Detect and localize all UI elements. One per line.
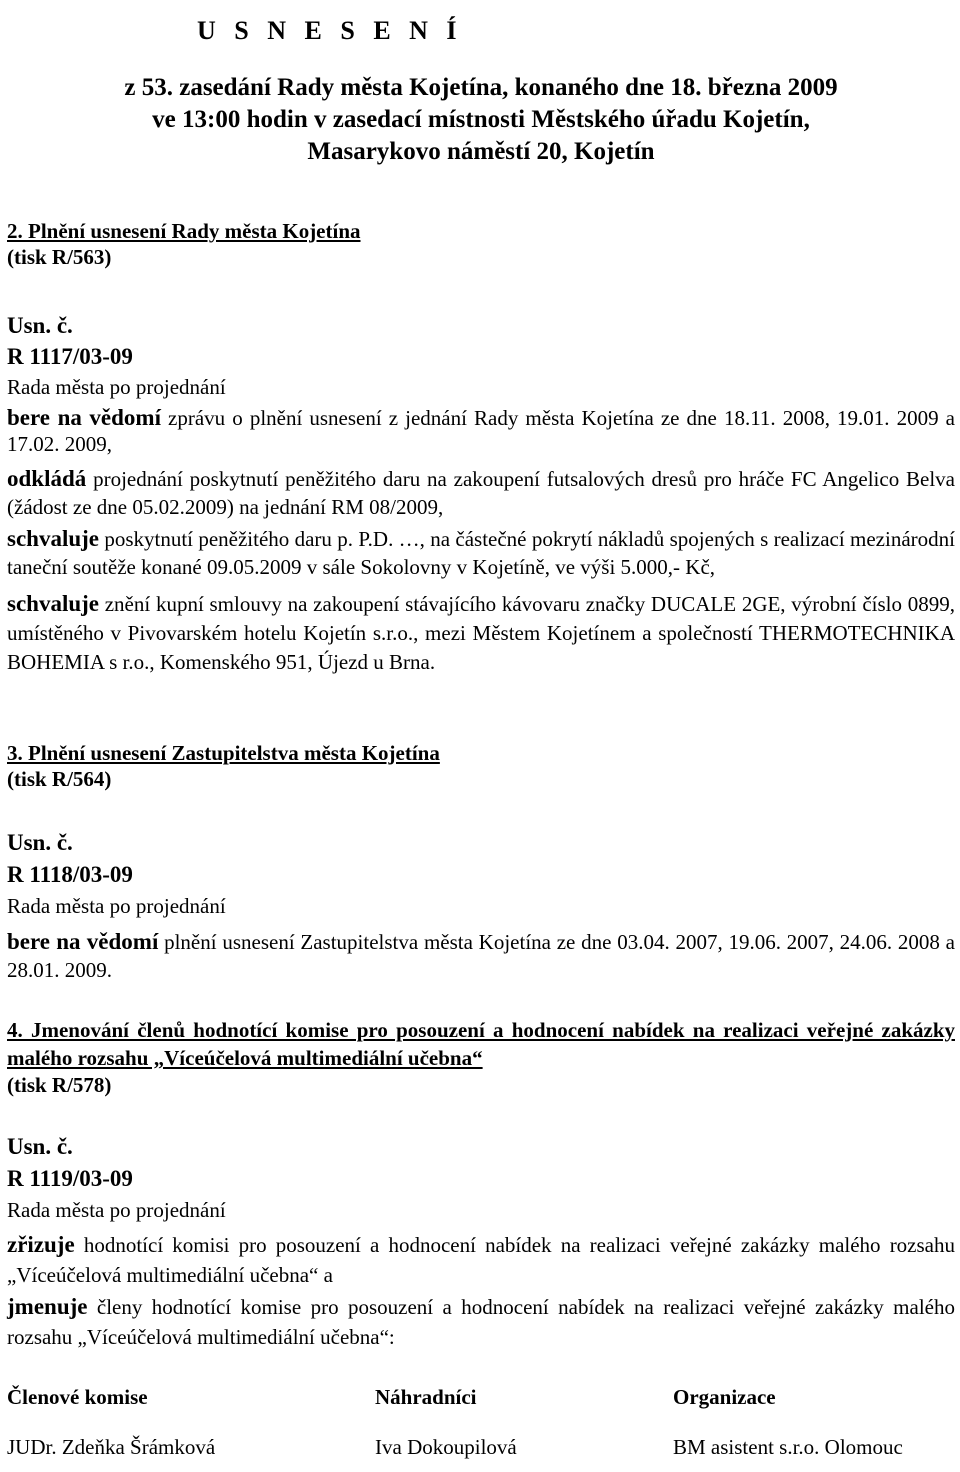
verb-label: schvaluje (7, 591, 99, 616)
resolution-1119 (7, 1132, 955, 1352)
meeting-line: Masarykovo náměstí 20, Kojetín (307, 138, 655, 165)
table-header-cell: Organizace (673, 1385, 776, 1409)
table-cell: JUDr. Zdeňka Šrámková (7, 1435, 216, 1459)
verb-label: jmenuje (7, 1294, 88, 1319)
section-4 (7, 1016, 955, 1098)
table-header-cell: Členové komise (7, 1385, 148, 1409)
resolution-item (7, 525, 955, 581)
resolution-number: R 1119/03-09 (7, 1166, 133, 1191)
resolution-1118 (7, 828, 955, 984)
resolution-item (7, 465, 955, 521)
resolution-text: plnění usnesení Zastupitelstva města Kojetína ze dne 03.04. 2007, 19.06. 2007, 24.06. 2008 a 28.01. 2009. (7, 930, 955, 982)
resolution-text: poskytnutí peněžitého daru p. P.D. …, na částečné pokrytí nákladů spojených s realizací mezinárodní taneční soutěže konané 09.05.2009 v sále Sokolovny v Kojetíně, ve výši 5.000,- Kč, (7, 527, 955, 579)
resolution-text: členy hodnotící komise pro posouzení a hodnocení nabídek na realizaci veřejné zakázky malého rozsahu „Víceúčelová multimediální učebna“: (7, 1295, 955, 1349)
table-cell: BM asistent s.r.o. Olomouc (673, 1435, 903, 1459)
tisk-ref: (tisk R/578) (7, 1073, 112, 1097)
table-header-cell: Náhradníci (375, 1385, 477, 1409)
meeting-line: z 53. zasedání Rady města Kojetína, konaného dne 18. března 2009 (124, 74, 838, 101)
resolution-text: zprávu o plnění usnesení z jednání Rady města Kojetína ze dne 18.11. 2008, 19.01. 2009 a 17.02. 2009, (7, 406, 956, 456)
verb-label: schvaluje (7, 526, 99, 551)
resolution-text: projednání poskytnutí peněžitého daru na zakoupení futsalových dresů pro hráče FC Angelico Belva (žádost ze dne 05.02.2009) na jednání RM 08/2009, (7, 467, 955, 519)
meeting-line: ve 13:00 hodin v zasedací místnosti Městského úřadu Kojetín, (152, 106, 810, 133)
usn-label: Usn. č. (7, 1134, 73, 1159)
section-title: 2. Plnění usnesení Rady města Kojetína (7, 219, 361, 243)
table-row (7, 1434, 955, 1460)
resolution-text: znění kupní smlouvy na zakoupení stávajícího kávovaru značky DUCALE 2GE, výrobní číslo 0899, umístěného v Pivovarském hotelu Kojetín s.r.o., mezi Městem Kojetínem a společností THERMOTECHNIKA BOHEMIA s r.o., Komenského 951, Újezd u Brna. (7, 592, 955, 674)
resolution-item (7, 928, 955, 984)
resolution-item (7, 589, 955, 677)
resolution-number: R 1118/03-09 (7, 862, 133, 887)
verb-label: zřizuje (7, 1232, 75, 1257)
tisk-ref: (tisk R/564) (7, 767, 112, 791)
document-title: U S N E S E N Í (197, 16, 463, 45)
resolution-item (7, 405, 955, 457)
section-title: 4. Jmenování členů hodnotící komise pro posouzení a hodnocení nabídek na realizaci veřejné zakázky malého rozsahu „Víceúčelová multimediální učebna“ (7, 1018, 955, 1070)
meeting-header (7, 72, 955, 168)
tisk-ref: (tisk R/563) (7, 245, 112, 269)
rada-line: Rada města po projednání (7, 375, 226, 399)
rada-line: Rada města po projednání (7, 894, 226, 918)
usn-label: Usn. č. (7, 313, 73, 338)
resolution-item (7, 1230, 955, 1290)
table-header (7, 1384, 955, 1410)
resolution-text: hodnotící komisi pro posouzení a hodnocení nabídek na realizaci veřejné zakázky malého rozsahu „Víceúčelová multimediální učebna“ a (7, 1233, 955, 1287)
resolution-1117 (7, 311, 955, 677)
rada-line: Rada města po projednání (7, 1198, 226, 1222)
section-3 (7, 740, 955, 792)
committee-table (7, 1384, 955, 1460)
verb-label: odkládá (7, 466, 87, 491)
resolution-item (7, 1292, 955, 1352)
section-title: 3. Plnění usnesení Zastupitelstva města Kojetína (7, 741, 440, 765)
verb-label: bere na vědomí (7, 405, 161, 430)
table-cell: Iva Dokoupilová (375, 1435, 517, 1459)
verb-label: bere na vědomí (7, 929, 159, 954)
section-2 (7, 218, 955, 270)
usn-label: Usn. č. (7, 830, 73, 855)
resolution-number: R 1117/03-09 (7, 344, 133, 369)
